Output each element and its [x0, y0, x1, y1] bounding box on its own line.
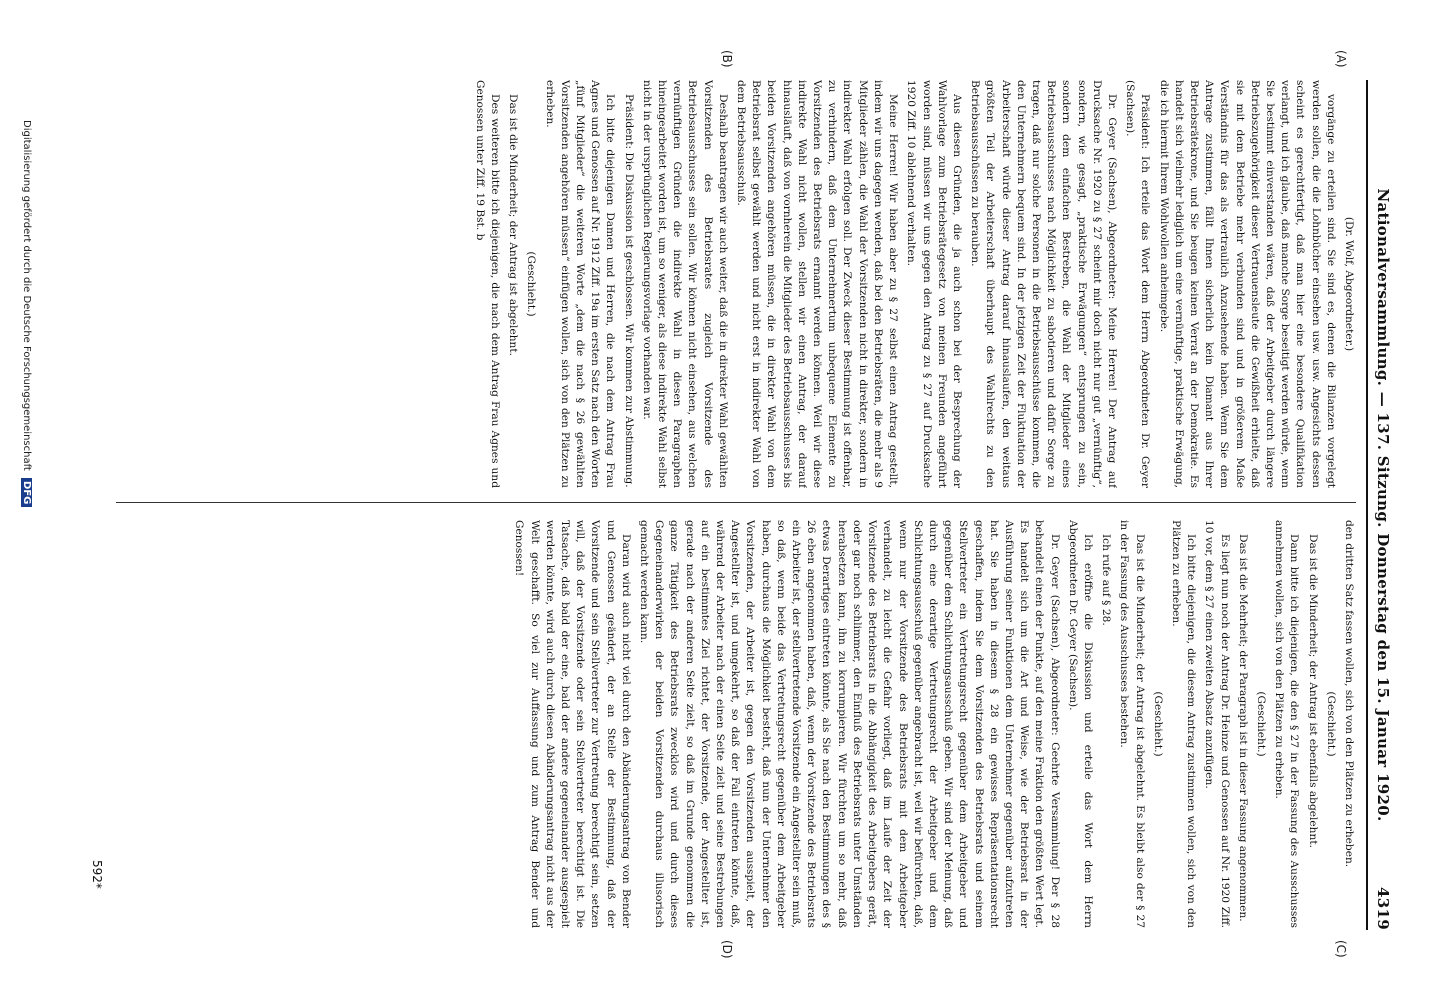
margin-mark-a: (A): [1334, 50, 1348, 68]
paragraph: Ich bitte diejenigen Damen und Herren, die nach dem Antrag Frau Agnes und Genossen auf Nr. 1912 Ziff. 19a im ersten Satz nach den Worten „fünf Mitglieder“ die weiteren Worte „dem die nach § 26 gewählten Vorsitzenden angehören müssen“ einfügen wollen, sich von den Plätzen zu erheben.: [543, 80, 617, 488]
paragraph: Dann bitte ich diejenigen, die den § 27 in der Fassung des Ausschusses annehmen wollen, sich von den Plätzen zu erheben.: [1273, 520, 1301, 928]
paragraph: Präsident: Ich erteile das Wort dem Herrn Abgeordneten Dr. Geyer (Sachsen).: [1124, 80, 1152, 488]
paragraph: Präsident: Die Diskussion ist geschlossen. Wir kommen zur Abstimmung.: [622, 94, 635, 488]
paragraph: Deshalb beantragen wir auch weiter, daß die in direkter Wahl gewählten Vorsitzenden des Betriebsrates zugleich Vorsitzende des Betriebsausschusses sein sollen. Wir können nicht einsehen, aus welchen vernünftigen Gründen die indirekte Wahl in diesen Paragraphen hineingearbeitet worden ist, um so weniger, als diese indirekte Wahl selbst nicht in der ursprünglichen Regierungsvorlage vorhanden war.: [640, 80, 729, 488]
paragraph: Aus diesen Gründen, die ja auch schon bei der Besprechung der Wahlvorlage zum Betriebsrätegesetz von meinen Freunden angeführt worden sind, müssen wir uns gegen den Antrag zu § 27 auf Drucksache 1920 Ziff. 10 ablehnend verhalten.: [905, 80, 963, 488]
paragraph: Ich bitte diejenigen, die diesem Antrag zustimmen wollen, sich von den Plätzen zu erheben.: [1169, 520, 1198, 928]
paragraph: Das ist die Mehrheit; der Paragraph ist in dieser Fassung angenommen.: [1236, 534, 1249, 922]
sheet-number: 592*: [90, 860, 104, 889]
margin-mark-d: (D): [720, 940, 734, 959]
margin-mark-c: (C): [1334, 940, 1348, 958]
stage-direction: (Geschieht.): [1324, 691, 1337, 757]
digitization-note: [21, 120, 32, 900]
paragraph: vorgänge zu erteilen sind. Sie sind es, denen die Bilanzen vorgelegt werden sollen, die die Lohnbücher einsehen usw. usw. Angesichts dessen scheint es gerechtfertigt, daß man hier eine besondere Qualifikation verlangt, und ich glaube, daß manche Sorge beseitigt werden würde, wenn Sie bestimmt einverstanden wären, daß der Arbeitgeber durch längere Betriebszugehörigkeit dieser Vertrauensleute die Gewißheit erhielte, daß sie mit dem Betriebe mehr verbunden sind und in größerem Maße Verständnis für das als vertraulich Anzusehende haben. Wenn Sie dem Antrage zustimmen, fällt Ihnen sicherlich kein Diamant aus Ihrer Betriebsrätekrone, und Sie beugen keinen Verrat an der Demokratie. Es handelt sich vielmehr lediglich um eine vernünftige, praktische Erwägung, die ich hiermit Ihrem Wohlwollen anheimgebe.: [1157, 80, 1337, 488]
paragraph: den dritten Satz fassen wollen, sich von den Plätzen zu erheben.: [1343, 520, 1355, 868]
paragraph: Das ist die Minderheit; der Antrag ist abgelehnt.: [507, 94, 520, 356]
left-text-column: [106, 80, 1356, 488]
margin-mark-b: (B): [720, 50, 734, 68]
right-text-column: [106, 520, 1356, 928]
stage-direction: (Geschieht.): [1151, 691, 1164, 757]
page-number: 4319: [1374, 887, 1392, 930]
paragraph: Des weiteren bitte ich diejenigen, die nach dem Antrag Frau Agnes und Genossen unter Ziff. 19 Bst. b: [473, 80, 502, 488]
paragraph: Das ist die Minderheit; der Antrag ist abgelehnt. Es bleibt also der § 27 in der Fassung des Ausschusses bestehen.: [1118, 520, 1146, 928]
running-title: Nationalversammlung. — 137. Sitzung. Donnerstag den 15. Januar 1920.: [1374, 188, 1392, 822]
paragraph: Ich rufe auf § 28.: [1100, 534, 1113, 626]
stage-direction: (Geschieht.): [525, 251, 538, 317]
paragraph: Dr. Geyer (Sachsen), Abgeordneter: Meine Herren! Der Antrag auf Drucksache Nr. 1920 zu § 27 scheint mir doch nicht nur gut „vernünftig“, sondern, wie gesagt, „praktische Erwägungen“ entsprungen zu sein, sondern dem einfachen Bestreben, die Wahl der Mitglieder eines Betriebsausschusses nach Möglichkeit zu sabotieren und dafür Sorge zu tragen, daß nur solche Personen in die Betriebsausschüsse kommen, die den Unternehmern bequem sind. In der jetzigen Zeit der Fluktuation der Arbeiterschaft würde dieser Antrag darauf hinauslaufen, den weitaus größten Teil der Arbeiterschaft überhaupt des Wahlrechts zu den Betriebsausschüssen zu berauben.: [969, 80, 1118, 488]
paragraph: Dr. Geyer (Sachsen), Abgeordneter: Geehrte Versammlung! Der § 28 behandelt einen der Punkte, auf den meine Fraktion den größten Wert legt. Es handelt sich um die Art und Weise, wie der Betriebsrat in der Ausführung seiner Funktionen dem Unternehmer gegenüber aufzutreten hat. Sie haben in diesem § 28 ein gewisses Repräsentationsrecht geschaffen, indem Sie dem Vorsitzenden des Betriebsrats und seinem Stellvertreter ein Vertretungsrecht gegenüber dem Arbeitgeber und gegenüber dem Schlichtungsausschuß geben. Wir sind der Meinung, daß durch eine derartige Vertretungsrecht der Arbeitgeber und dem Schlichtungsausschuß gegenüber angebracht ist, weil wir befürchten, daß, wenn nur der Vorsitzende des Betriebsrats mit dem Arbeitgeber verhandelt, zu leicht die Gefahr vorliegt, daß im Laufe der Zeit der Vorsitzende des Betriebsrats in die Abhängigkeit des Arbeitgebers gerät, oder gar noch schlimmer, den Einfluß des Betriebsrats unter Umständen herabsetzen kann, ihn zu korrumpieren. Wir fürchten um so mehr, daß etwas Derartiges eintreten könnte, als Sie nach den Bestimmungen des § 26 eben angenommen haben, daß, wenn der Vorsitzende des Betriebsrats ein Arbeiter ist, der stellvertretende Vorsitzende ein Angestellter sein muß, so daß, wenn beide das Vertretungsrecht gegenüber dem Arbeitgeber haben, durchaus die Möglichkeit besteht, daß nun der Unternehmer den Vorsitzenden, der Arbeiter ist, gegen den Vorsitzenden ausspielt, der Angestellter ist, und umgekehrt, so daß der Fall eintreten könnte, daß, während der Arbeiter nach der einen Seite zielt und seine Bestrebungen auf ein bestimmtes Ziel richtet, der Vorsitzende, der Angestellter ist, gerade nach der anderen Seite zielt, so daß im Grunde genommen die ganze Tätigkeit des Betriebsrats zwecklos wird und durch dieses Gegeneinanderwirken der beiden Vorsitzenden durchaus illusorisch gemacht werden kann.: [638, 520, 1061, 928]
paragraph: Meine Herren! Wir haben aber zu § 27 selbst einen Antrag gestellt, indem wir uns dagegen wenden, daß bei den Betriebsräten, die mehr als 9 Mitglieder zählen, die Wahl der Vorsitzenden nicht in direkter, sondern in indirekter Wahl erfolgen soll. Der Zweck dieser Bestimmung ist offenbar, zu verhindern, daß dem Unternehmertum unbequeme Elemente zu Vorsitzenden des Betriebsrats ernannt werden können. Weil wir diese indirekte Wahl nicht wollen, stellen wir einen Antrag, der darauf hinausläuft, daß von vornherein die Mitglieder des Betriebsausschusses bis beiden Vorsitzenden angehören müssen, die in direkter Wahl von dem Betriebsrat selbst gewählt werden und nicht erst in indirekter Wahl von dem Betriebsausschuß.: [735, 80, 900, 488]
page-header: [1366, 80, 1394, 930]
speaker-reference: (Dr. Wolf, Abgeordneter.): [1343, 216, 1355, 352]
dfg-logo: DFG: [21, 478, 32, 507]
column-divider: [116, 502, 1356, 503]
paragraph: Das ist die Minderheit; der Antrag ist ebenfalls abgelehnt.: [1306, 534, 1319, 848]
paragraph: Es liegt nun noch der Antrag Dr. Heinze und Genossen auf Nr. 1920 Ziff. 10 vor, dem § 27 einen zweiten Absatz anzufügen.: [1203, 520, 1231, 928]
digitization-note-text: Digitalisierung gefördert durch die Deutsche Forschungsgemeinschaft: [21, 120, 32, 471]
stage-direction: (Geschieht.): [1254, 691, 1267, 757]
paragraph: Daran wird auch nicht viel durch den Abänderungsantrag von Bender und Genossen geändert, der an Stelle der Bestimmung, daß der Vorsitzende und sein Stellvertreter zur Vertretung berechtigt sein, setzen will, daß der Vorsitzende oder sein Stellvertreter berechtigt ist. Die Tatsache, daß bald der eine, bald der andere gegeneinander ausgespielt werden könnte, wird auch durch diesen Abänderungsantrag nicht aus der Welt geschafft. So viel zur Auffassung und zum Antrag Bender und Genossen!: [513, 520, 632, 928]
paragraph: Ich eröffne die Diskussion und erteile das Wort dem Herrn Abgeordneten Dr. Geyer (Sachsen).: [1066, 520, 1094, 928]
